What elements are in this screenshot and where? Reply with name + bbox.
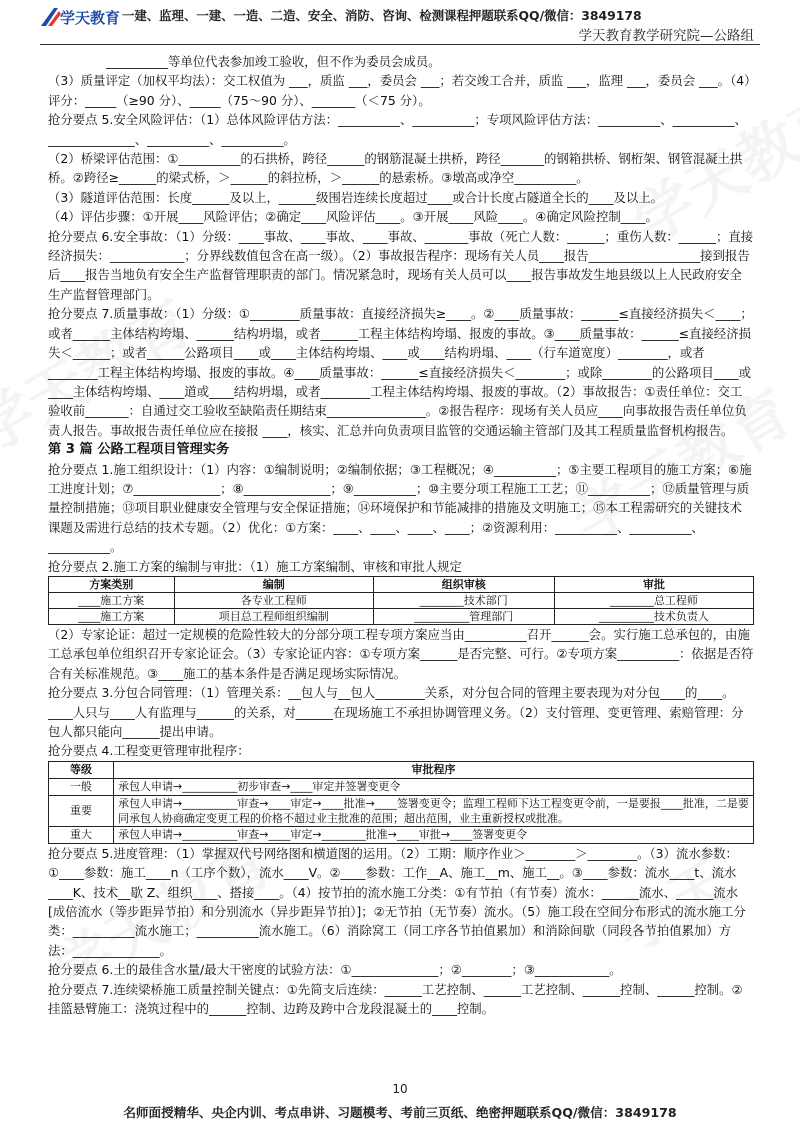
page-header [0, 0, 800, 48]
construction-plan-table [48, 576, 754, 625]
table-row [49, 608, 754, 624]
table-header-cell: 组织审核 [373, 576, 554, 592]
paragraph: __________等单位代表参加竣工验收，但不作为委员会成员。 [106, 54, 441, 69]
paragraph: 抢分要点 6.土的最佳含水量/最大干密度的试验方法：①______________；②________；③____________。 [48, 962, 622, 978]
logo-mark-icon [40, 6, 62, 28]
table-header-row [49, 761, 754, 778]
logo-text: 学天教育 [60, 9, 121, 27]
table-cell: ____施工方案 [49, 592, 175, 608]
header-institute: 学天教育教学研究院—公路组 [578, 28, 754, 44]
paragraph: 抢分要点 4.工程变更管理审批程序： [48, 743, 250, 759]
table-header-cell: 方案类别 [49, 576, 175, 592]
table-cell: 项目总工程师组织编制 [174, 608, 373, 624]
table-cell: 承包人申请→__________审查→____审定→________批准→____审批→____签署变更令 [114, 826, 754, 843]
table-header-cell: 编制 [174, 576, 373, 592]
paragraph: （2）专家论证：超过一定规模的危险性较大的分部分项工程专项方案应当由__________召开______会。实行施工总承包的，由施工总承包单位组织召开专家论证会。（3）专家论证内容：①专项方案______是否完整、可行。②专项方案__________：依据是否符合有关标准规范。③____施工的基本条件是否满足现场实际情况。 [48, 626, 754, 681]
header-divider [40, 44, 760, 45]
paragraph: 抢分要点 1.施工组织设计：（1）内容：①编制说明；②编制依据；③工程概况；④__________；⑤主要工程项目的施工方案；⑥施工进度计划；⑦______________；⑧______________；⑨__________；⑩主要分项工程施工工艺；⑪__________；⑫质量管理与质量控制措施；⑬项目职业健康安全管理与安全保证措施；⑭环境保护和节能减排的措施及文明施工；⑮本工程需研究的关键技术课题及需进行总结的技术专题。（2）优化：①方案：____、____、____、____；②资源利用：__________、__________、__________。 [48, 461, 752, 555]
paragraph: 抢分要点 5.进度管理：（1）掌握双代号网络图和横道图的运用。（2）工期：顺序作业＞________＞________。（3）流水参数：①____参数：施工____n（工序个数），流水____V。②____参数：工作__A、施工__m、施工__。③____参数：流水____t、流水____K、技术__歇 Z、组织____、搭接____。（4）按节拍的流水施工分类：①有节拍（有节奏）流水：______流水、______流水[成倍流水（等步距异节拍）和分别流水（异步距异节拍）]；②无节拍（无节奏）流水。（5）施工段在空间分布形式的流水施工分类：__________流水施工；__________流水施工。（6）消除窝工（同工序各节拍值累加）和消除间歇（同段各节拍值累加）方法：______________。 [48, 845, 746, 958]
paragraph: （2）桥梁评估范围：①__________的石拱桥，跨径______的钢筋混凝土拱桥，跨径_______的钢箱拱桥、钢桁架、钢管混凝土拱桥。②跨径≥______的梁式桥，＞______的斜拉桥，＞______的悬索桥。③墩高或净空__________。 [48, 151, 743, 186]
paragraph: 抢分要点 2.施工方案的编制与审批：（1）施工方案编制、审核和审批人规定 [48, 558, 462, 574]
page-footer: 名师面授精华、央企内训、考点串讲、习题模考、考前三页纸、绝密押题联系QQ/微信：3849178 [123, 1105, 677, 1120]
paragraph: （3）质量评定（加权平均法）：交工权值为 ___，质监 ___，委员会 ___；若交竣工合并，质监 ___，监理 ___，委员会 ___。（4）评分：_____（≥90 分）、_____（75～90 分）、_______（＜75 分）。 [48, 73, 751, 108]
paragraph: 抢分要点 6.安全事故：（1）分级：____事故、____事故、____事故、_______事故（死亡人数：______；重伤人数：______；直接经济损失：____________；分界线数值包含在高一级）。（2）事故报告程序：现场有关人员____报告__________________接到报告后____报告当地负有安全生产监督管理职责的部门。情况紧急时，现场有关人员可以____报告事故发生地县级以上人民政府安全生产监督管理部门。 [48, 228, 754, 302]
table-cell: 重大 [49, 826, 114, 843]
table-header-cell: 审批 [554, 576, 753, 592]
section-title: 第 3 篇 公路工程项目管理实务 [48, 442, 230, 458]
paragraph: 抢分要点 3.分包合同管理：（1）管理关系：__包人与__包人________关系，对分包合同的管理主要表现为对分包____的____。____人只与____人有监理与______的关系，对______在现场施工不承担协调管理义务。（2）支付管理、变更管理、索赔管理：分包人都只能向______提出申请。 [48, 685, 744, 739]
table-row [49, 826, 754, 843]
table-cell: 承包人申请→__________初步审查→____审定并签署变更令 [114, 778, 754, 795]
table-cell: 一般 [49, 778, 114, 795]
table-cell: __________管理部门 [373, 608, 554, 624]
page-number: 10 [392, 1082, 408, 1096]
logo [40, 6, 122, 32]
table-cell: 重要 [49, 795, 114, 826]
page-content [48, 52, 754, 1018]
paragraph: 抢分要点 5.安全风险评估：（1）总体风险评估方法：__________、__________；专项风险评估方法：__________、__________、______________、__________、__________。 [48, 112, 747, 147]
table-row [49, 795, 754, 826]
table-cell: __________技术负责人 [554, 608, 753, 624]
change-approval-table [48, 761, 754, 844]
table-cell: ________技术部门 [373, 592, 554, 608]
paragraph: 抢分要点 7.质量事故：（1）分级：①________质量事故：直接经济损失≥____。②____质量事故：______≤直接经济损失＜____；或者______主体结构垮塌、______结构坍塌，或者______工程主体结构垮塌、报废的事故。③____质量事故：______≤直接经济损失＜______；或者______公路项目____或____主体结构垮塌、____或____结构坍塌、____（行车道宽度）________，或者________工程主体结构垮塌、报废的事故。④____质量事故：______≤直接经济损失＜________；或除________的公路项目____或____主体结构垮塌、____道或____结构坍塌，或者________工程主体结构垮塌、报废的事故。（2）事故报告：①责任单位：交工验收前_______：自通过交工验收至缺陷责任期结束________________。②报告程序：现场有关人员应____向事故报告责任单位负责人报告。事故报告责任单位应在接报 ____，核实、汇总并向负责项目监管的交通运输主管部门及其工程质量监督机构报告。 [48, 306, 753, 438]
table-header-row [49, 576, 754, 592]
table-cell: ____施工方案 [49, 608, 175, 624]
table-cell: ________总工程师 [554, 592, 753, 608]
paragraph: 抢分要点 7.连续梁桥施工质量控制关键点：①先简支后连续：______工艺控制、______工艺控制、______控制、______控制。②挂篮悬臂施工：浇筑过程中的______控制、边跨及跨中合龙段混凝土的____控制。 [48, 981, 743, 1017]
table-header-cell: 等级 [49, 761, 114, 778]
paragraph: （3）隧道评估范围：长度______及以上，______级围岩连续长度超过____或合计长度占隧道全长的____及以上。 [48, 189, 664, 205]
table-row [49, 592, 754, 608]
table-cell: 承包人申请→__________审查→____审定→____批准→____签署变更令；监理工程师下达工程变更令前，一是要报____批准，二是要同承包人协商确定变更工程的价格不超过业主批准的范围；超出范围，业主重新授权或批准。 [114, 795, 754, 826]
paragraph: （4）评估步骤：①开展____风险评估；②确定____风险评估____。③开展____风险____。④确定风险控制____。 [48, 209, 658, 225]
table-header-cell: 审批程序 [114, 761, 754, 778]
header-promo: 一建、监理、一建、一造、二造、安全、消防、咨询、检测课程押题联系QQ/微信：3849178 [122, 8, 642, 23]
table-row [49, 778, 754, 795]
table-cell: 各专业工程师 [174, 592, 373, 608]
